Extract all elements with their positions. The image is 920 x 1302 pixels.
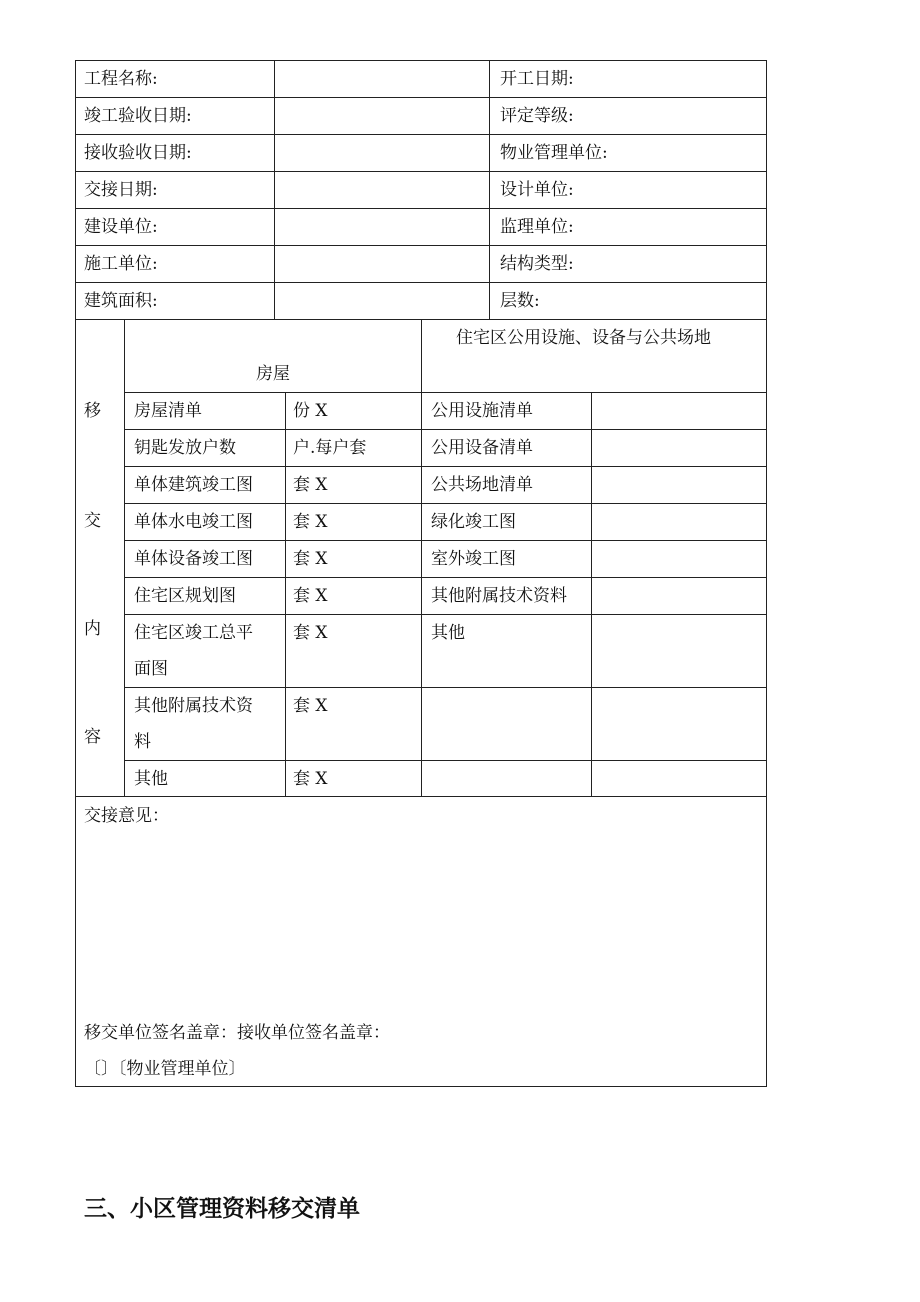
item-unit: 套 X [293,623,328,643]
section-heading: 三、小区管理资料移交清单 [84,1196,360,1222]
public-item: 公用设备清单 [431,438,533,458]
item-other-tech-line1: 其他附属技术资 [134,696,253,716]
item-unit: 套 X [293,696,328,716]
house-header: 房屋 [256,364,290,384]
building-area-label: 建筑面积: [84,291,158,311]
public-item: 公用设施清单 [431,401,533,421]
start-date-label: 开工日期: [500,69,574,89]
public-facilities-header: 住宅区公用设施、设备与公共场地 [456,328,711,348]
completion-acceptance-date-label: 竣工验收日期: [84,106,192,126]
signature-line: 移交单位签名盖章：接收单位签名盖章： [84,1023,390,1043]
item-house-list: 房屋清单 [134,401,202,421]
public-item: 其他附属技术资料 [431,586,567,606]
item-unit: 份 X [293,401,328,421]
design-unit-label: 设计单位: [500,180,574,200]
item-site-plan-line2: 面图 [134,659,168,679]
item-unit: 套 X [293,549,328,569]
item-building-as-built: 单体建筑竣工图 [134,475,253,495]
side-label-char: 容 [84,727,101,747]
parties-line: 〔〕〔物业管理单位〕 [84,1059,246,1079]
handover-date-label: 交接日期: [84,180,158,200]
side-label-char: 移 [84,401,101,421]
item-unit: 户.每户套 [293,438,367,458]
item-unit: 套 X [293,586,328,606]
structure-type-label: 结构类型: [500,254,574,274]
item-unit: 套 X [293,512,328,532]
item-district-plan: 住宅区规划图 [134,586,236,606]
public-item: 绿化竣工图 [431,512,516,532]
property-management-unit-label: 物业管理单位: [500,143,608,163]
side-label-char: 交 [84,511,101,531]
side-label-char: 内 [84,619,101,639]
public-item: 其他 [431,623,465,643]
handover-opinion-label: 交接意见： [84,806,169,826]
project-name-label: 工程名称: [84,69,158,89]
item-keys-issued: 钥匙发放户数 [134,438,236,458]
rating-grade-label: 评定等级: [500,106,574,126]
public-item: 室外竣工图 [431,549,516,569]
public-item: 公共场地清单 [431,475,533,495]
item-site-plan-line1: 住宅区竣工总平 [134,623,253,643]
item-unit: 套 X [293,475,328,495]
item-unit: 套 X [293,769,328,789]
supervision-unit-label: 监理单位: [500,217,574,237]
receiving-acceptance-date-label: 接收验收日期: [84,143,192,163]
floors-label: 层数: [500,291,540,311]
construction-unit-label: 建设单位: [84,217,158,237]
item-other: 其他 [134,769,168,789]
item-water-electric-as-built: 单体水电竣工图 [134,512,253,532]
construction-contractor-label: 施工单位: [84,254,158,274]
item-other-tech-line2: 料 [134,732,151,752]
item-equipment-as-built: 单体设备竣工图 [134,549,253,569]
